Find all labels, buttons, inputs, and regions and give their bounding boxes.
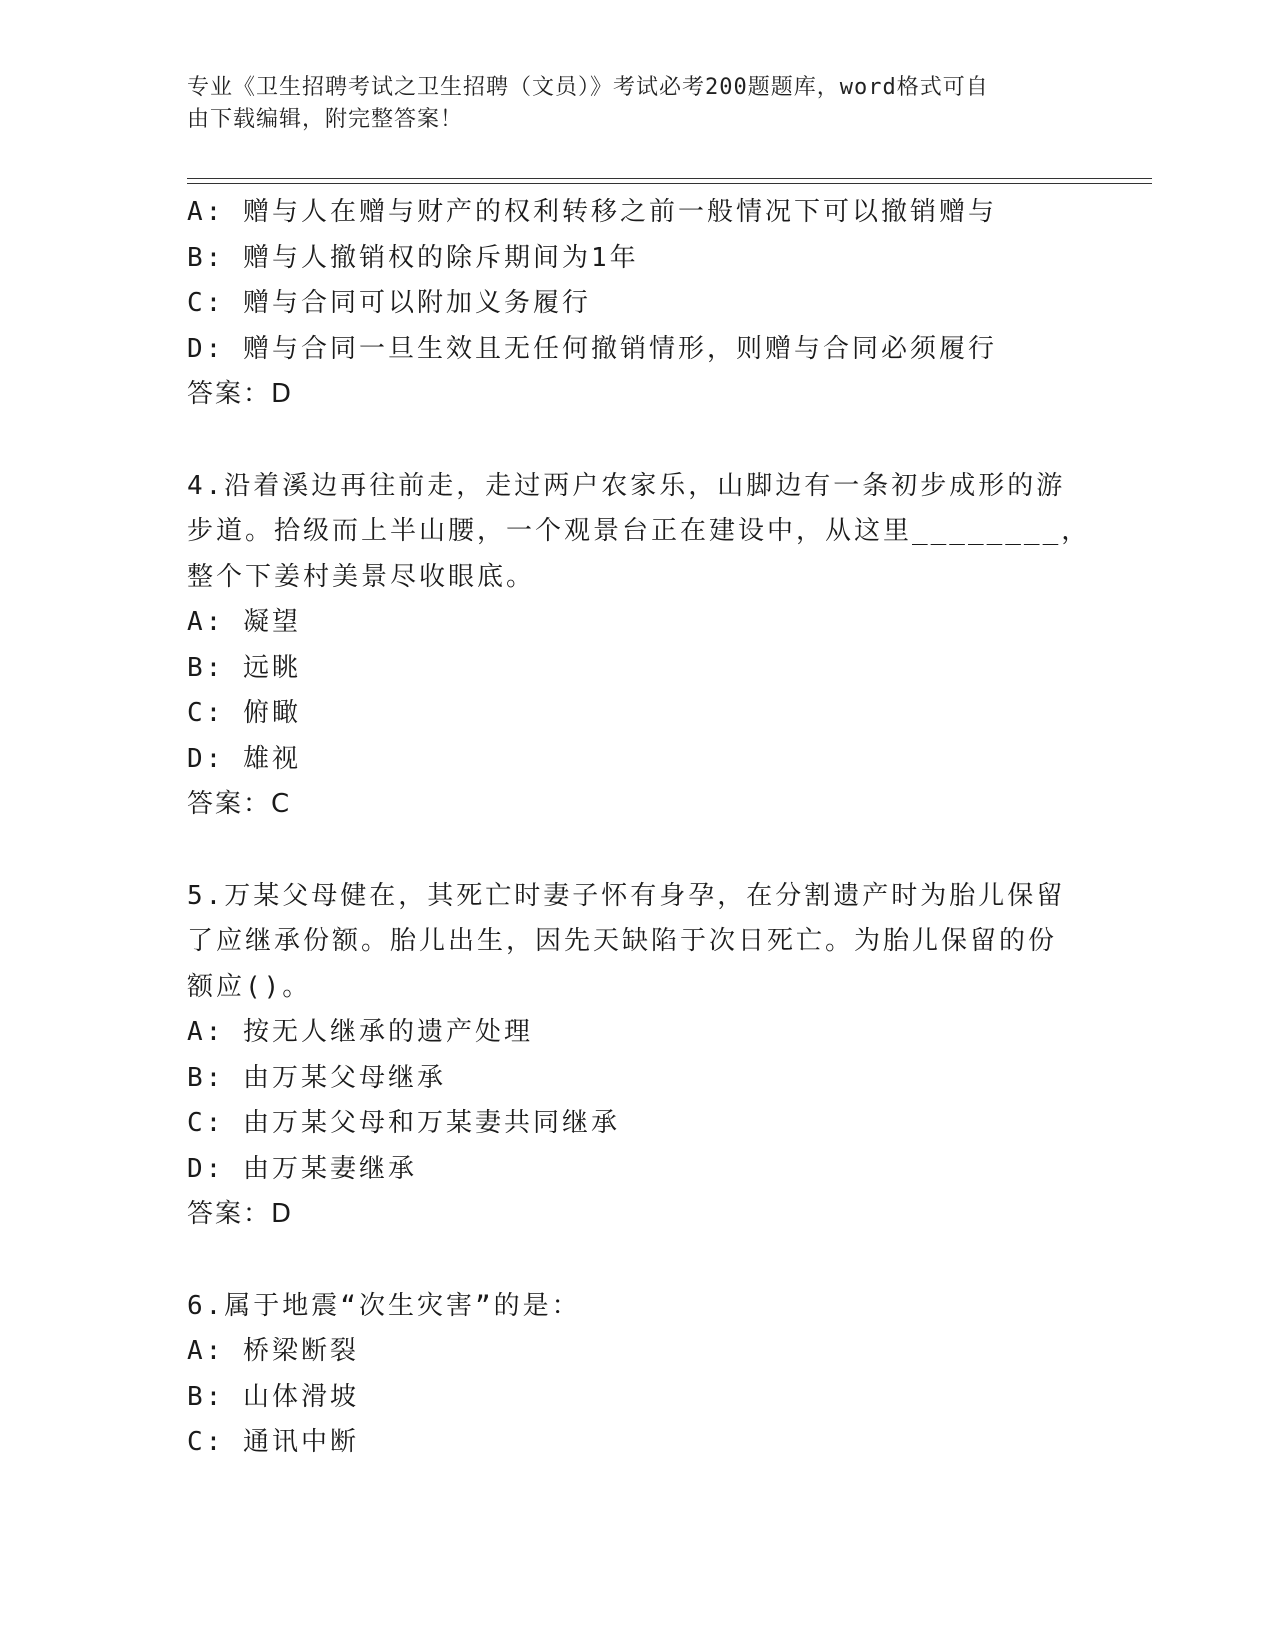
question-stem-line: 步道。拾级而上半山腰，一个观景台正在建设中，从这里________， <box>187 516 1091 546</box>
option-c: C: 赠与合同可以附加义务履行 <box>187 288 591 318</box>
question-stem-line: 6.属于地震“次生灾害”的是： <box>187 1290 581 1321</box>
question-stem-line: 额应()。 <box>187 971 312 1002</box>
spacer <box>187 828 1067 874</box>
option-c: C: 通讯中断 <box>187 1427 359 1457</box>
option-a: A: 桥梁断裂 <box>187 1336 359 1366</box>
answer: 答案：D <box>187 1199 294 1229</box>
header-title-line-1: 专业《卫生招聘考试之卫生招聘（文员）》考试必考200题题库，word格式可自 <box>187 75 989 100</box>
question-stem-line: 整个下姜村美景尽收眼底。 <box>187 561 536 592</box>
question-3 <box>187 190 1067 418</box>
option-a: A: 凝望 <box>187 607 301 637</box>
question-stem-line: 4.沿着溪边再往前走，走过两户农家乐，山脚边有一条初步成形的游 <box>187 470 1066 501</box>
spacer <box>187 418 1067 464</box>
header-rule-bottom <box>187 183 1152 184</box>
question-stem-line: 了应继承份额。胎儿出生，因先天缺陷于次日死亡。为胎儿保留的份 <box>187 926 1058 956</box>
document-header <box>187 72 1067 136</box>
question-4 <box>187 464 1091 828</box>
option-c: C: 俯瞰 <box>187 698 301 728</box>
spacer <box>187 1238 1067 1284</box>
option-d: D: 由万某妻继承 <box>187 1153 417 1184</box>
question-5 <box>187 874 1067 1238</box>
option-b: B: 赠与人撤销权的除斥期间为1年 <box>187 242 639 273</box>
option-b: B: 由万某父母继承 <box>187 1062 446 1093</box>
answer: 答案：D <box>187 379 294 409</box>
header-title-line-2: 由下载编辑，附完整答案！ <box>187 107 464 132</box>
option-a: A: 赠与人在赠与财产的权利转移之前一般情况下可以撤销赠与 <box>187 197 997 227</box>
question-6 <box>187 1284 1067 1466</box>
option-a: A: 按无人继承的遗产处理 <box>187 1017 533 1047</box>
option-d: D: 赠与合同一旦生效且无任何撤销情形，则赠与合同必须履行 <box>187 333 997 364</box>
header-rule-top <box>187 178 1152 179</box>
option-d: D: 雄视 <box>187 743 301 774</box>
option-b: B: 山体滑坡 <box>187 1381 359 1412</box>
option-b: B: 远眺 <box>187 652 301 683</box>
answer: 答案：C <box>187 789 292 819</box>
option-c: C: 由万某父母和万某妻共同继承 <box>187 1108 620 1138</box>
question-stem-line: 5.万某父母健在，其死亡时妻子怀有身孕，在分割遗产时为胎儿保留 <box>187 880 1066 911</box>
question-list <box>187 190 1091 1466</box>
